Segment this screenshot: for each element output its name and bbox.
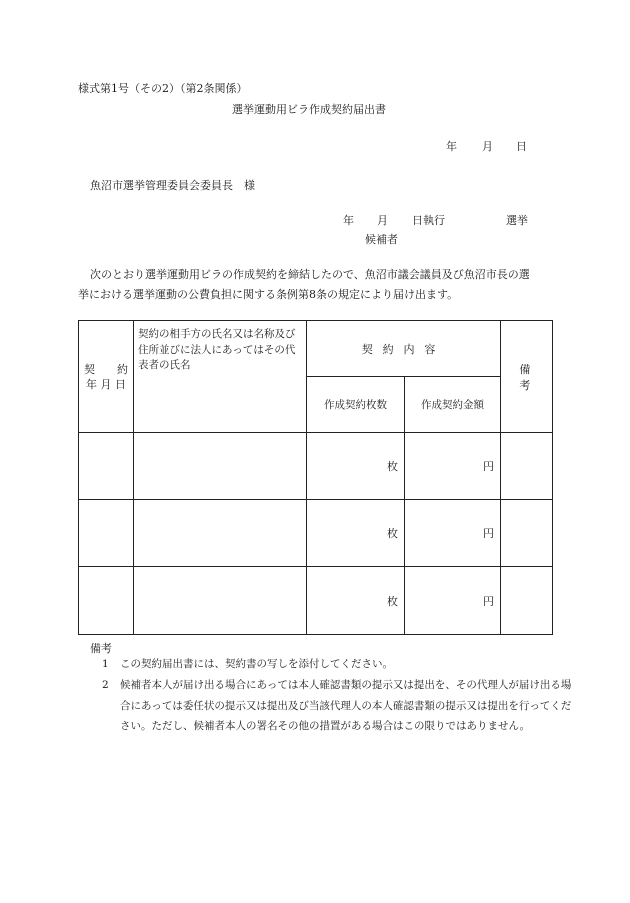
cell-remarks: [501, 433, 553, 500]
cell-counterparty: [134, 500, 307, 567]
note-item-2: [102, 675, 572, 737]
body-text-line-1: 次のとおり選挙運動用ビラの作成契約を締結したので、魚沼市議会議員及び魚沼市長の選: [90, 268, 530, 281]
header-sheet-count: 作成契約枚数: [307, 377, 405, 433]
addressee: 魚沼市選挙管理委員会委員長 様: [90, 179, 255, 192]
cell-amount: 円: [405, 567, 501, 635]
date-month-label: 月: [482, 140, 493, 153]
election-year-label: 年: [343, 214, 354, 227]
header-amount: 作成契約金額: [405, 377, 501, 433]
cell-amount: 円: [405, 500, 501, 567]
election-label: 選挙: [506, 214, 528, 227]
cell-sheet-count: 枚: [307, 500, 405, 567]
contract-table: [78, 320, 553, 635]
note-number: 1: [102, 658, 109, 670]
cell-contract-date: [79, 567, 134, 635]
note-text: この契約届出書には、契約書の写しを添付してください。: [120, 658, 393, 670]
cell-remarks: [501, 567, 553, 635]
note-item-1: [102, 654, 560, 675]
cell-amount: 円: [405, 433, 501, 500]
cell-contract-date: [79, 500, 134, 567]
cell-contract-date: [79, 433, 134, 500]
cell-remarks: [501, 500, 553, 567]
cell-counterparty: [134, 567, 307, 635]
candidate-label: 候補者: [365, 233, 398, 246]
election-day-held-label: 日執行: [412, 214, 445, 227]
document-title: 選挙運動用ビラ作成契約届出書: [232, 103, 386, 116]
form-number: 様式第1号（その2）（第2条関係）: [78, 82, 248, 95]
cell-counterparty: [134, 433, 307, 500]
table-row: [79, 500, 553, 567]
note-number: 2: [102, 679, 109, 691]
header-contract-date-line1: 契 約: [84, 362, 128, 376]
cell-sheet-count: 枚: [307, 567, 405, 635]
header-contract-date-line2: 年 月 日: [86, 377, 126, 391]
table-row: [79, 567, 553, 635]
header-contract-date: [79, 321, 134, 433]
date-year-label: 年: [446, 140, 457, 153]
table-row: [79, 433, 553, 500]
header-contract-content: 契約内容: [307, 321, 501, 377]
header-remarks: 備考: [501, 321, 553, 433]
note-text: 候補者本人が届け出る場合にあっては本人確認書類の提示又は提出を、その代理人が届け出る場合にあっては委任状の提示又は提出及び当該代理人の本人確認書類の提示又は提出を行ってください。ただし、候補者本人の署名その他の措置がある場合はこの限りではありません。: [120, 679, 572, 732]
date-day-label: 日: [516, 140, 527, 153]
header-counterparty: 契約の相手方の氏名又は名称及び住所並びに法人にあってはその代表者の氏名: [134, 321, 307, 433]
notes-heading: 備考: [90, 642, 112, 655]
cell-sheet-count: 枚: [307, 433, 405, 500]
election-month-label: 月: [377, 214, 388, 227]
body-text-line-2: 挙における選挙運動の公費負担に関する条例第8条の規定により届け出ます。: [78, 288, 459, 301]
